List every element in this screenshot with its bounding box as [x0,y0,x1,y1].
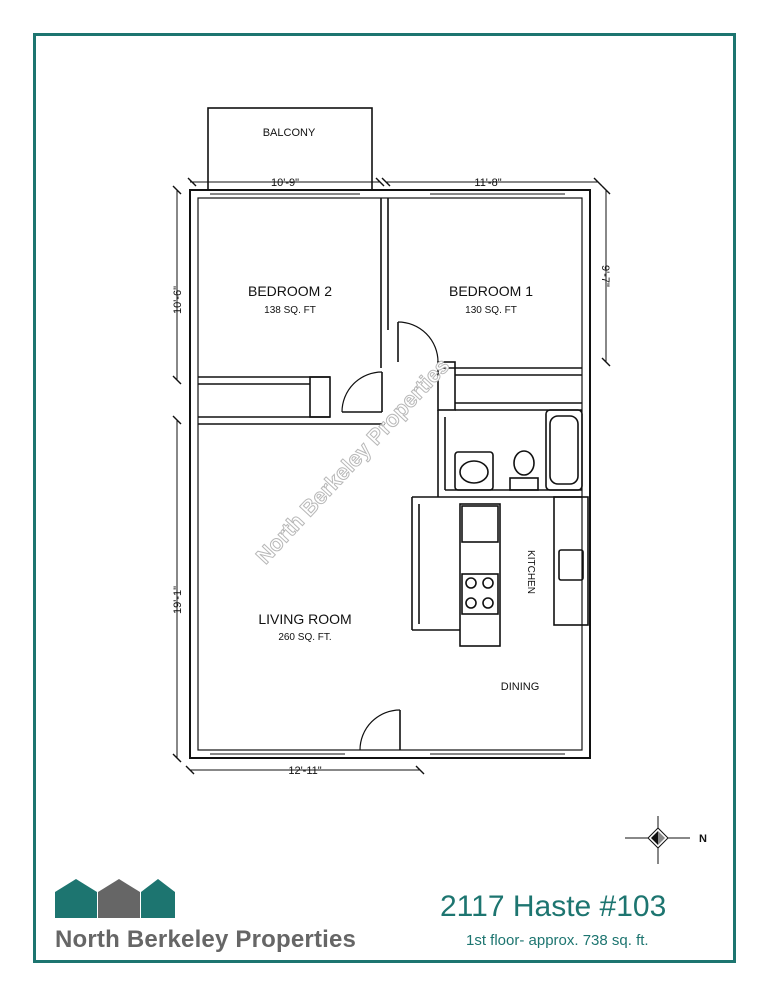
dim-top-right: 11'-8" [474,177,502,189]
dim-top-left: 10'-9" [270,177,300,189]
outer-wall-outer [190,190,590,758]
floor-info: 1st floor- approx. 738 sq. ft. [466,932,649,949]
living-room-label: LIVING ROOM [258,611,352,627]
outer-wall-inner [198,198,582,750]
company-logo [55,879,175,918]
balcony-label: BALCONY [262,127,316,139]
company-name: North Berkeley Properties [55,926,357,953]
compass-north-label: N [699,833,707,845]
compass-icon [625,816,690,864]
dim-bottom: 12'-11" [288,765,322,777]
property-address: 2117 Haste #103 [440,890,667,923]
dim-left-lower: 19'-1" [172,585,184,615]
bedroom2-area: 138 SQ. FT [264,305,316,316]
dim-left-upper: 10'-6" [172,285,184,315]
watermark: North Berkeley Properties [250,353,455,569]
dining-label: DINING [500,681,540,693]
bedroom1-area: 130 SQ. FT [465,305,517,316]
bedroom2-label: BEDROOM 2 [247,283,333,299]
kitchen-label: KITCHEN [525,550,536,594]
living-room-area: 260 SQ. FT. [278,632,332,643]
dim-right: 9'-7" [599,265,611,287]
bedroom1-label: BEDROOM 1 [448,283,534,299]
